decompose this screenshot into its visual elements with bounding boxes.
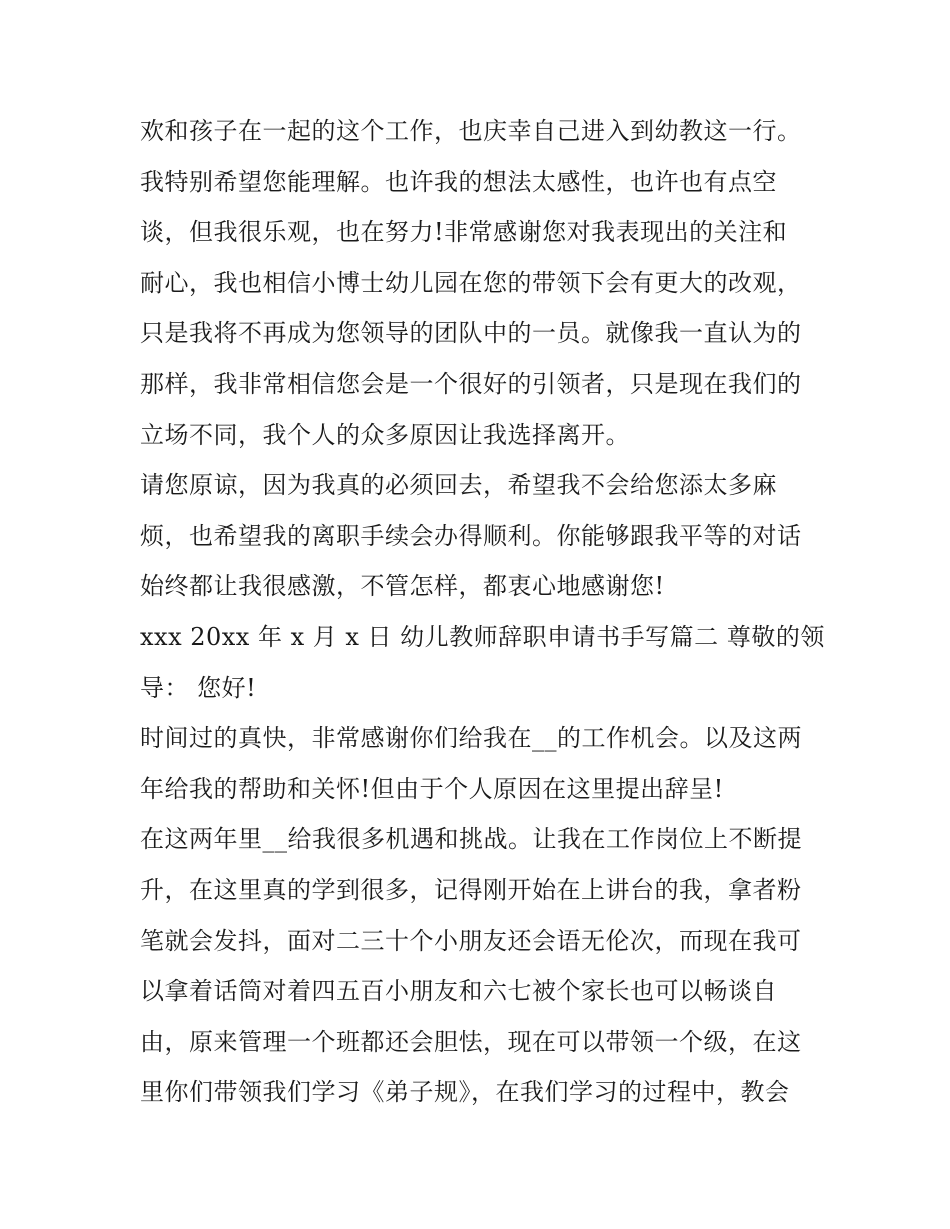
text-line: 始终都让我很感激，不管怎样，都衷心地感谢您! [140, 572, 665, 601]
text-line: 那样，我非常相信您会是一个很好的引领者，只是现在我们的 [140, 369, 802, 398]
text-line: 以拿着话筒对着四五百小朋友和六七被个家长也可以畅谈自 [140, 977, 777, 1006]
text-line: 只是我将不再成为您领导的团队中的一员。就像我一直认为的 [140, 319, 802, 348]
text-line: 时间过的真快，非常感谢你们给我在__的工作机会。以及这两 [140, 724, 802, 753]
text-line: 耐心，我也相信小博士幼儿园在您的带领下会有更大的改观， [140, 268, 802, 297]
text-line: 笔就会发抖，面对二三十个小朋友还会语无伦次，而现在我可 [140, 926, 802, 955]
text-line: 欢和孩子在一起的这个工作，也庆幸自己进入到幼教这一行。 [140, 117, 802, 145]
text-line: 导： 您好! [140, 673, 257, 702]
text-line: 请您原谅，因为我真的必须回去，希望我不会给您添太多麻 [140, 471, 777, 500]
text-line: xxx 20xx 年 x 月 x 日 幼儿教师辞职申请书手写篇二 尊敬的领 [140, 622, 825, 651]
text-line: 由，原来管理一个班都还会胆怯，现在可以带领一个级，在这 [140, 1027, 802, 1056]
text-line: 谈，但我很乐观，也在努力!非常感谢您对我表现出的关注和 [140, 218, 788, 247]
text-line: 烦，也希望我的离职手续会办得顺利。你能够跟我平等的对话 [140, 521, 802, 550]
text-line: 我特别希望您能理解。也许我的想法太感性，也许也有点空 [140, 167, 777, 196]
text-line: 升，在这里真的学到很多，记得刚开始在上讲台的我，拿者粉 [140, 875, 802, 904]
text-line: 立场不同，我个人的众多原因让我选择离开。 [140, 420, 630, 449]
text-line: 在这两年里__给我很多机遇和挑战。让我在工作岗位上不断提 [140, 825, 802, 854]
document-body [140, 106, 825, 1118]
text-line: 里你们带领我们学习《弟子规》，在我们学习的过程中，教会 [140, 1078, 790, 1107]
text-line: 年给我的帮助和关怀!但由于个人原因在这里提出辞呈! [140, 774, 724, 803]
